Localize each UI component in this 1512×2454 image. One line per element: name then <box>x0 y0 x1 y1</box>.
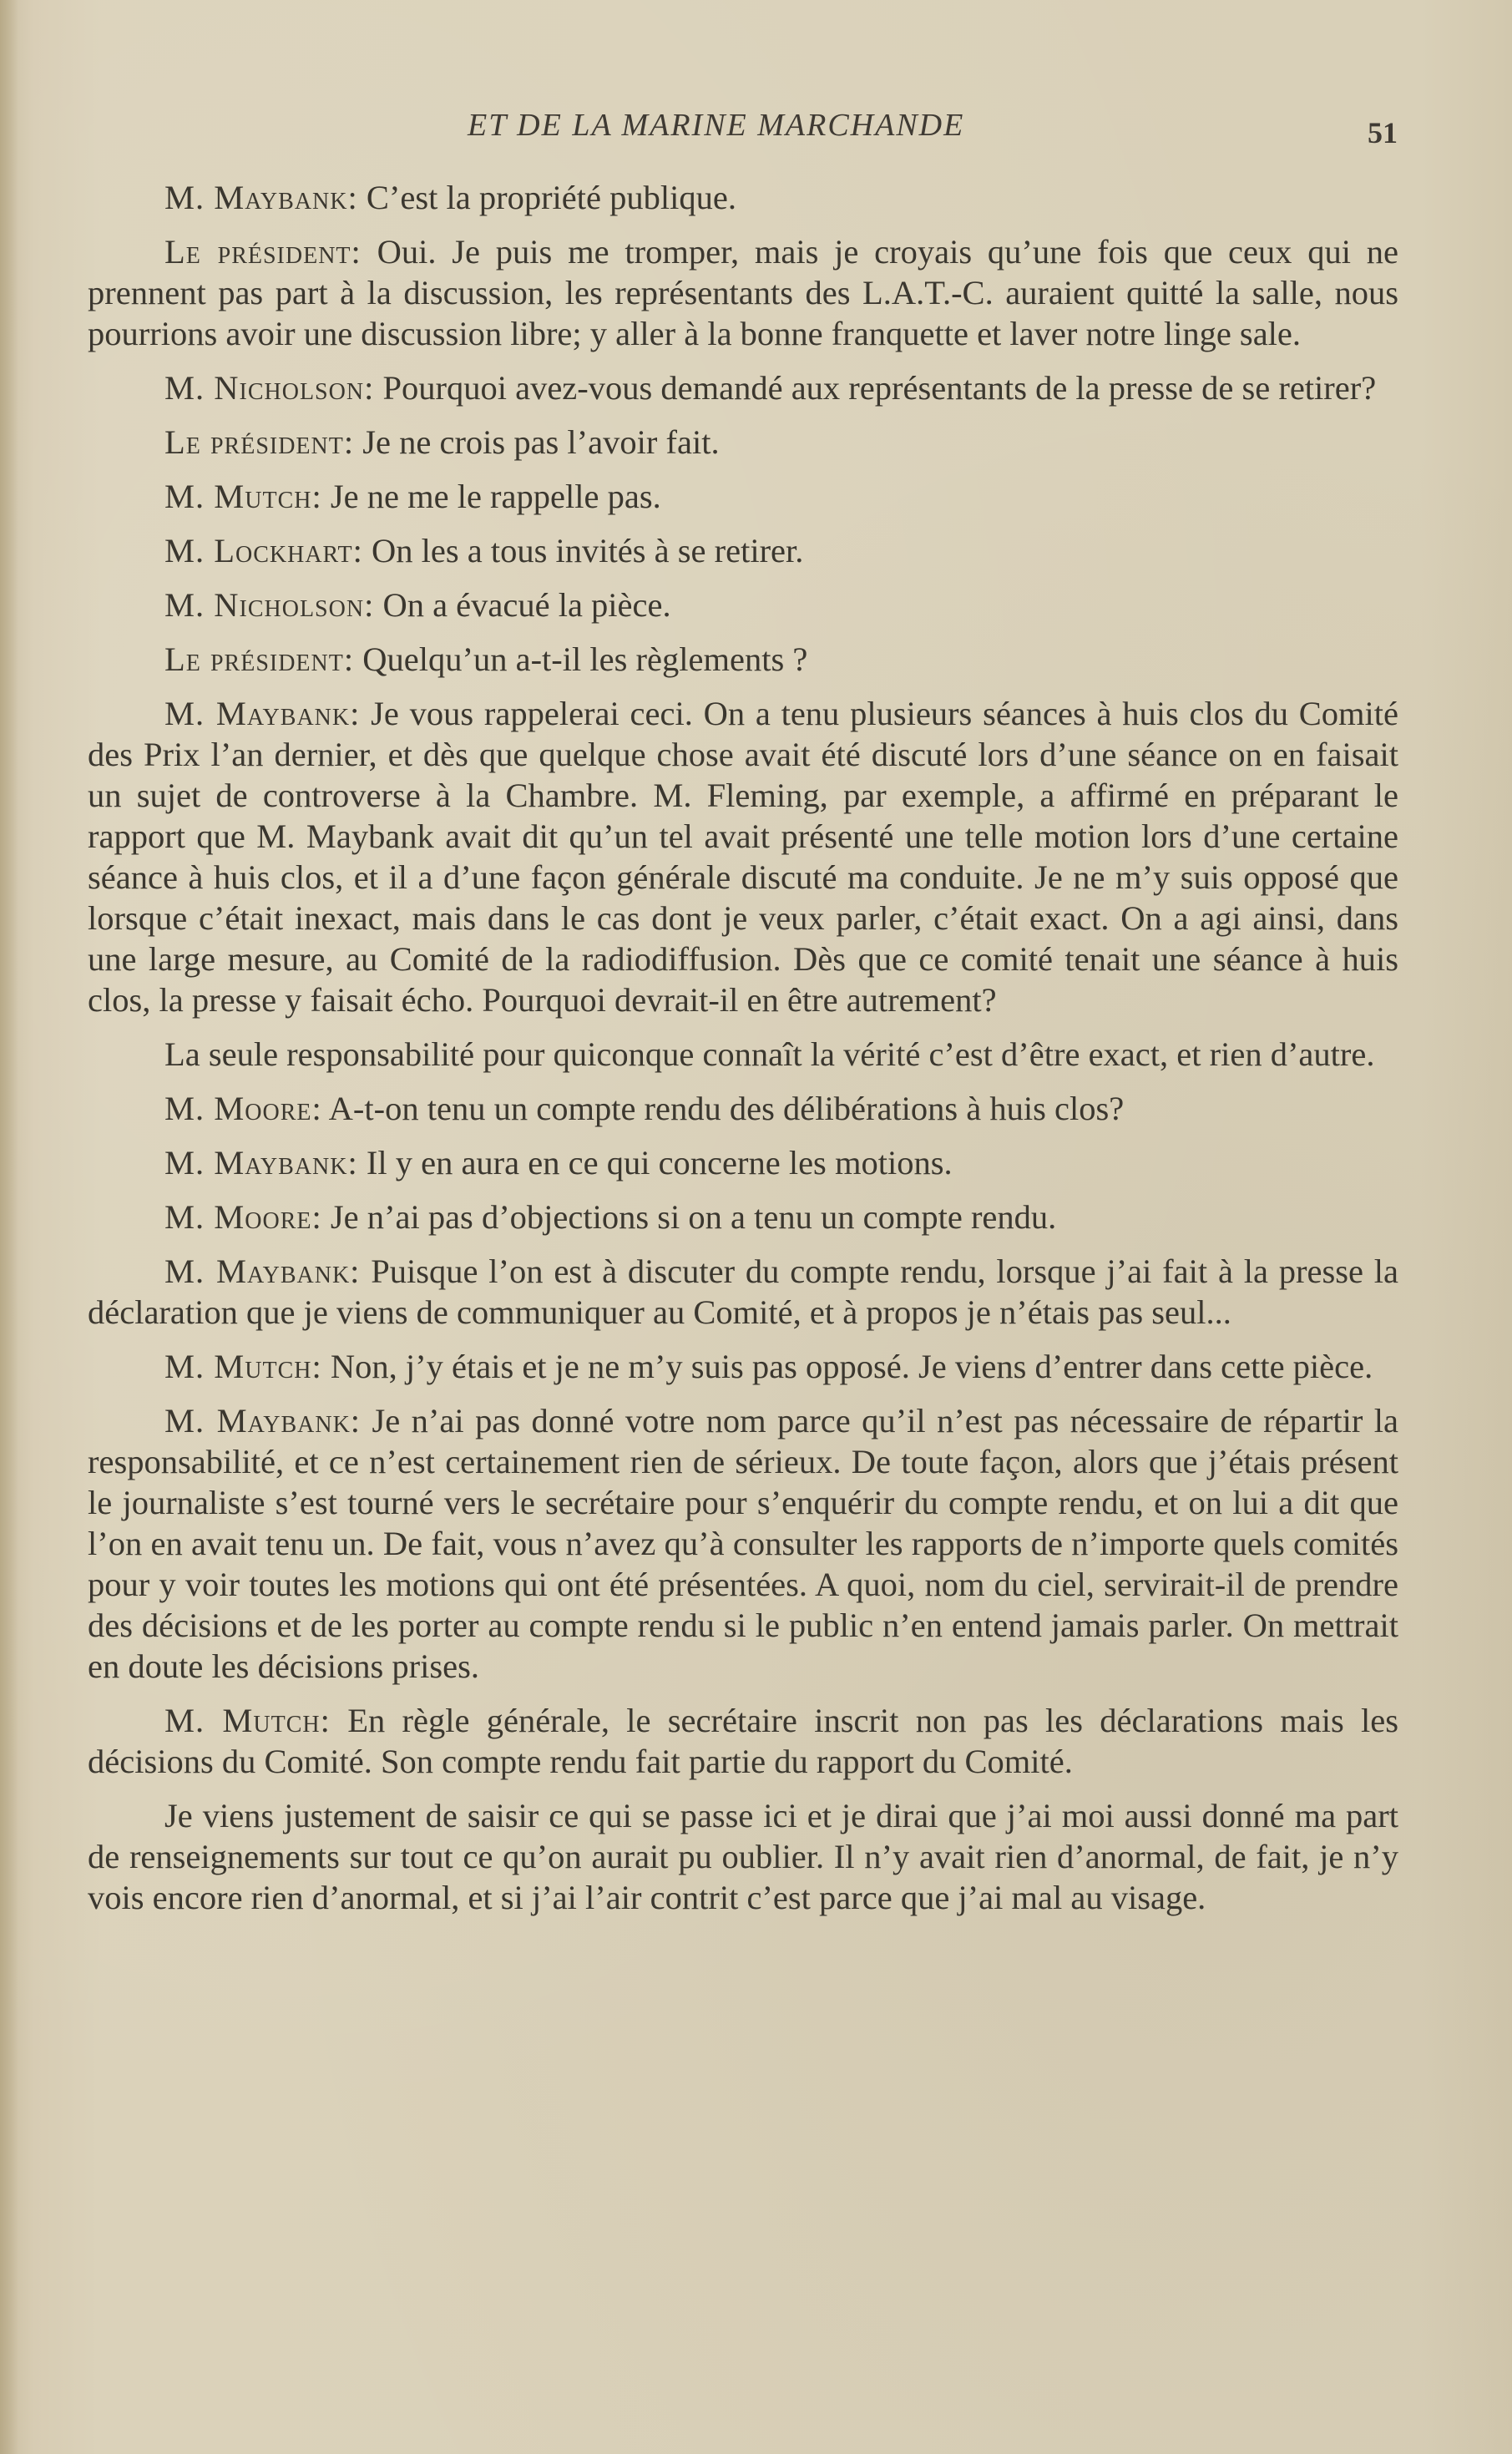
paragraph <box>88 422 1398 463</box>
paragraph <box>88 367 1398 408</box>
paragraph <box>88 476 1398 517</box>
speech-text: Je ne me le rappelle pas. <box>321 478 661 515</box>
paragraph <box>88 693 1398 1020</box>
speech-text: Quelqu’un a-t-il les règlements ? <box>354 640 808 678</box>
speech-text: Je vous rappelerai ceci. On a tenu plusieurs séances à huis clos du Comité des Prix l’an dernier, et dès que quelque chose avait été discuté lors d’une séance on en faisait un sujet de controverse à la Chambre. M. Fleming, par exemple, a affirmé en préparant le rapport que M. Maybank avait dit qu’un tel avait présenté une telle motion lors d’une certaine séance à huis clos, et il a d’une façon générale discuté ma conduite. Je ne m’y suis opposé que lorsque c’était inexact, mais dans le cas dont je veux parler, c’était exact. On a agi ainsi, dans une large mesure, au Comité de la radiodiffusion. Dès que ce comité tenait une séance à huis clos, la presse y faisait écho. Pourquoi devrait-il en être autrement? <box>88 695 1399 1019</box>
speech-text: Je n’ai pas d’objections si on a tenu un compte rendu. <box>321 1198 1057 1236</box>
paragraph <box>88 1346 1398 1387</box>
speech-text: Oui. Je puis me tromper, mais je croyais qu’une fois que ceux qui ne prennent pas part à la discussion, les représentants des L.A.T.-C. auraient quitté la salle, nous pourrions avoir une discussion libre; y aller à la bonne franquette et laver notre linge sale. <box>88 233 1398 352</box>
speech-text: En règle générale, le secrétaire inscrit non pas les déclarations mais les décisions du Comité. Son compte rendu fait partie du rapport du Comité. <box>88 1702 1399 1780</box>
speaker-name: M. Maybank: <box>164 179 358 216</box>
speech-text: Il y en aura en ce qui concerne les motions. <box>357 1144 953 1181</box>
paragraph <box>88 1034 1398 1075</box>
speech-text: Je viens justement de saisir ce qui se passe ici et je dirai que j’ai moi aussi donné ma part de renseignements sur tout ce qu’on aurait pu oublier. Il n’y avait rien d’anormal, de fait, je n’y vois encore rien d’anormal, et si j’ai l’air contrit c’est parce que j’ai mal au visage. <box>88 1797 1398 1916</box>
speech-text: Puisque l’on est à discuter du compte rendu, lorsque j’ai fait à la presse la déclaration que je viens de communiquer au Comité, et à propos je n’étais pas seul... <box>88 1252 1398 1331</box>
paragraph <box>88 1700 1398 1782</box>
speech-text: On les a tous invités à se retirer. <box>362 532 804 569</box>
running-header <box>0 107 1512 157</box>
body-text <box>88 177 1398 1931</box>
speech-text: Pourquoi avez-vous demandé aux représentants de la presse de se retirer? <box>374 369 1377 407</box>
speaker-name: M. Moore: <box>164 1090 322 1127</box>
paragraph <box>88 177 1398 218</box>
speaker-name: M. Maybank: <box>164 1252 361 1290</box>
speech-text: C’est la propriété publique. <box>357 179 736 216</box>
paragraph <box>88 231 1398 354</box>
paragraph <box>88 1795 1398 1918</box>
running-title: ET DE LA MARINE MARCHANDE <box>468 108 965 143</box>
speaker-name: M. Nicholson: <box>164 369 375 407</box>
paragraph <box>88 1197 1398 1237</box>
speaker-name: M. Lockhart: <box>164 532 363 569</box>
speech-text: Je ne crois pas l’avoir fait. <box>354 423 720 461</box>
speaker-name: M. Moore: <box>164 1198 322 1236</box>
paragraph <box>88 1400 1398 1687</box>
speech-text: Je n’ai pas donné votre nom parce qu’il n’est pas nécessaire de répartir la responsabilité, et ce n’est certainement rien de sérieux. De toute façon, alors que j’étais présent le journaliste s’est tourné vers le secrétaire pour s’enquérir du compte rendu, et on lui a dit que l’on en avait tenu un. De fait, vous n’avez qu’à consulter les rapports de n’importe quels comités pour y voir toutes les motions qui ont été présentées. A quoi, nom du ciel, servirait-il de prendre des décisions et de les porter au compte rendu si le public n’en entend jamais parler. On mettrait en doute les décisions prises. <box>88 1402 1399 1685</box>
speech-text: A-t-on tenu un compte rendu des délibérations à huis clos? <box>321 1090 1125 1127</box>
speaker-name: M. Mutch: <box>164 1348 322 1385</box>
speaker-name: M. Nicholson: <box>164 586 375 624</box>
speaker-name: M. Maybank: <box>164 1144 358 1181</box>
paragraph <box>88 639 1398 680</box>
speaker-name: M. Maybank: <box>164 695 361 732</box>
paragraph <box>88 1251 1398 1333</box>
speech-text: La seule responsabilité pour quiconque connaît la vérité c’est d’être exact, et rien d’autre. <box>164 1035 1375 1073</box>
page-number: 51 <box>1368 116 1398 149</box>
paragraph <box>88 1142 1398 1183</box>
paragraph <box>88 584 1398 625</box>
page-edge-shadow <box>0 0 18 2454</box>
speaker-name: Le président: <box>164 233 362 271</box>
speaker-name: M. Maybank: <box>164 1402 362 1440</box>
speaker-name: Le président: <box>164 640 355 678</box>
speaker-name: Le président: <box>164 423 355 461</box>
speaker-name: M. Mutch: <box>164 478 322 515</box>
speaker-name: M. Mutch: <box>164 1702 331 1739</box>
speech-text: Non, j’y étais et je ne m’y suis pas opposé. Je viens d’entrer dans cette pièce. <box>321 1348 1373 1385</box>
speech-text: On a évacué la pièce. <box>374 586 671 624</box>
paragraph <box>88 1088 1398 1129</box>
paragraph <box>88 530 1398 571</box>
